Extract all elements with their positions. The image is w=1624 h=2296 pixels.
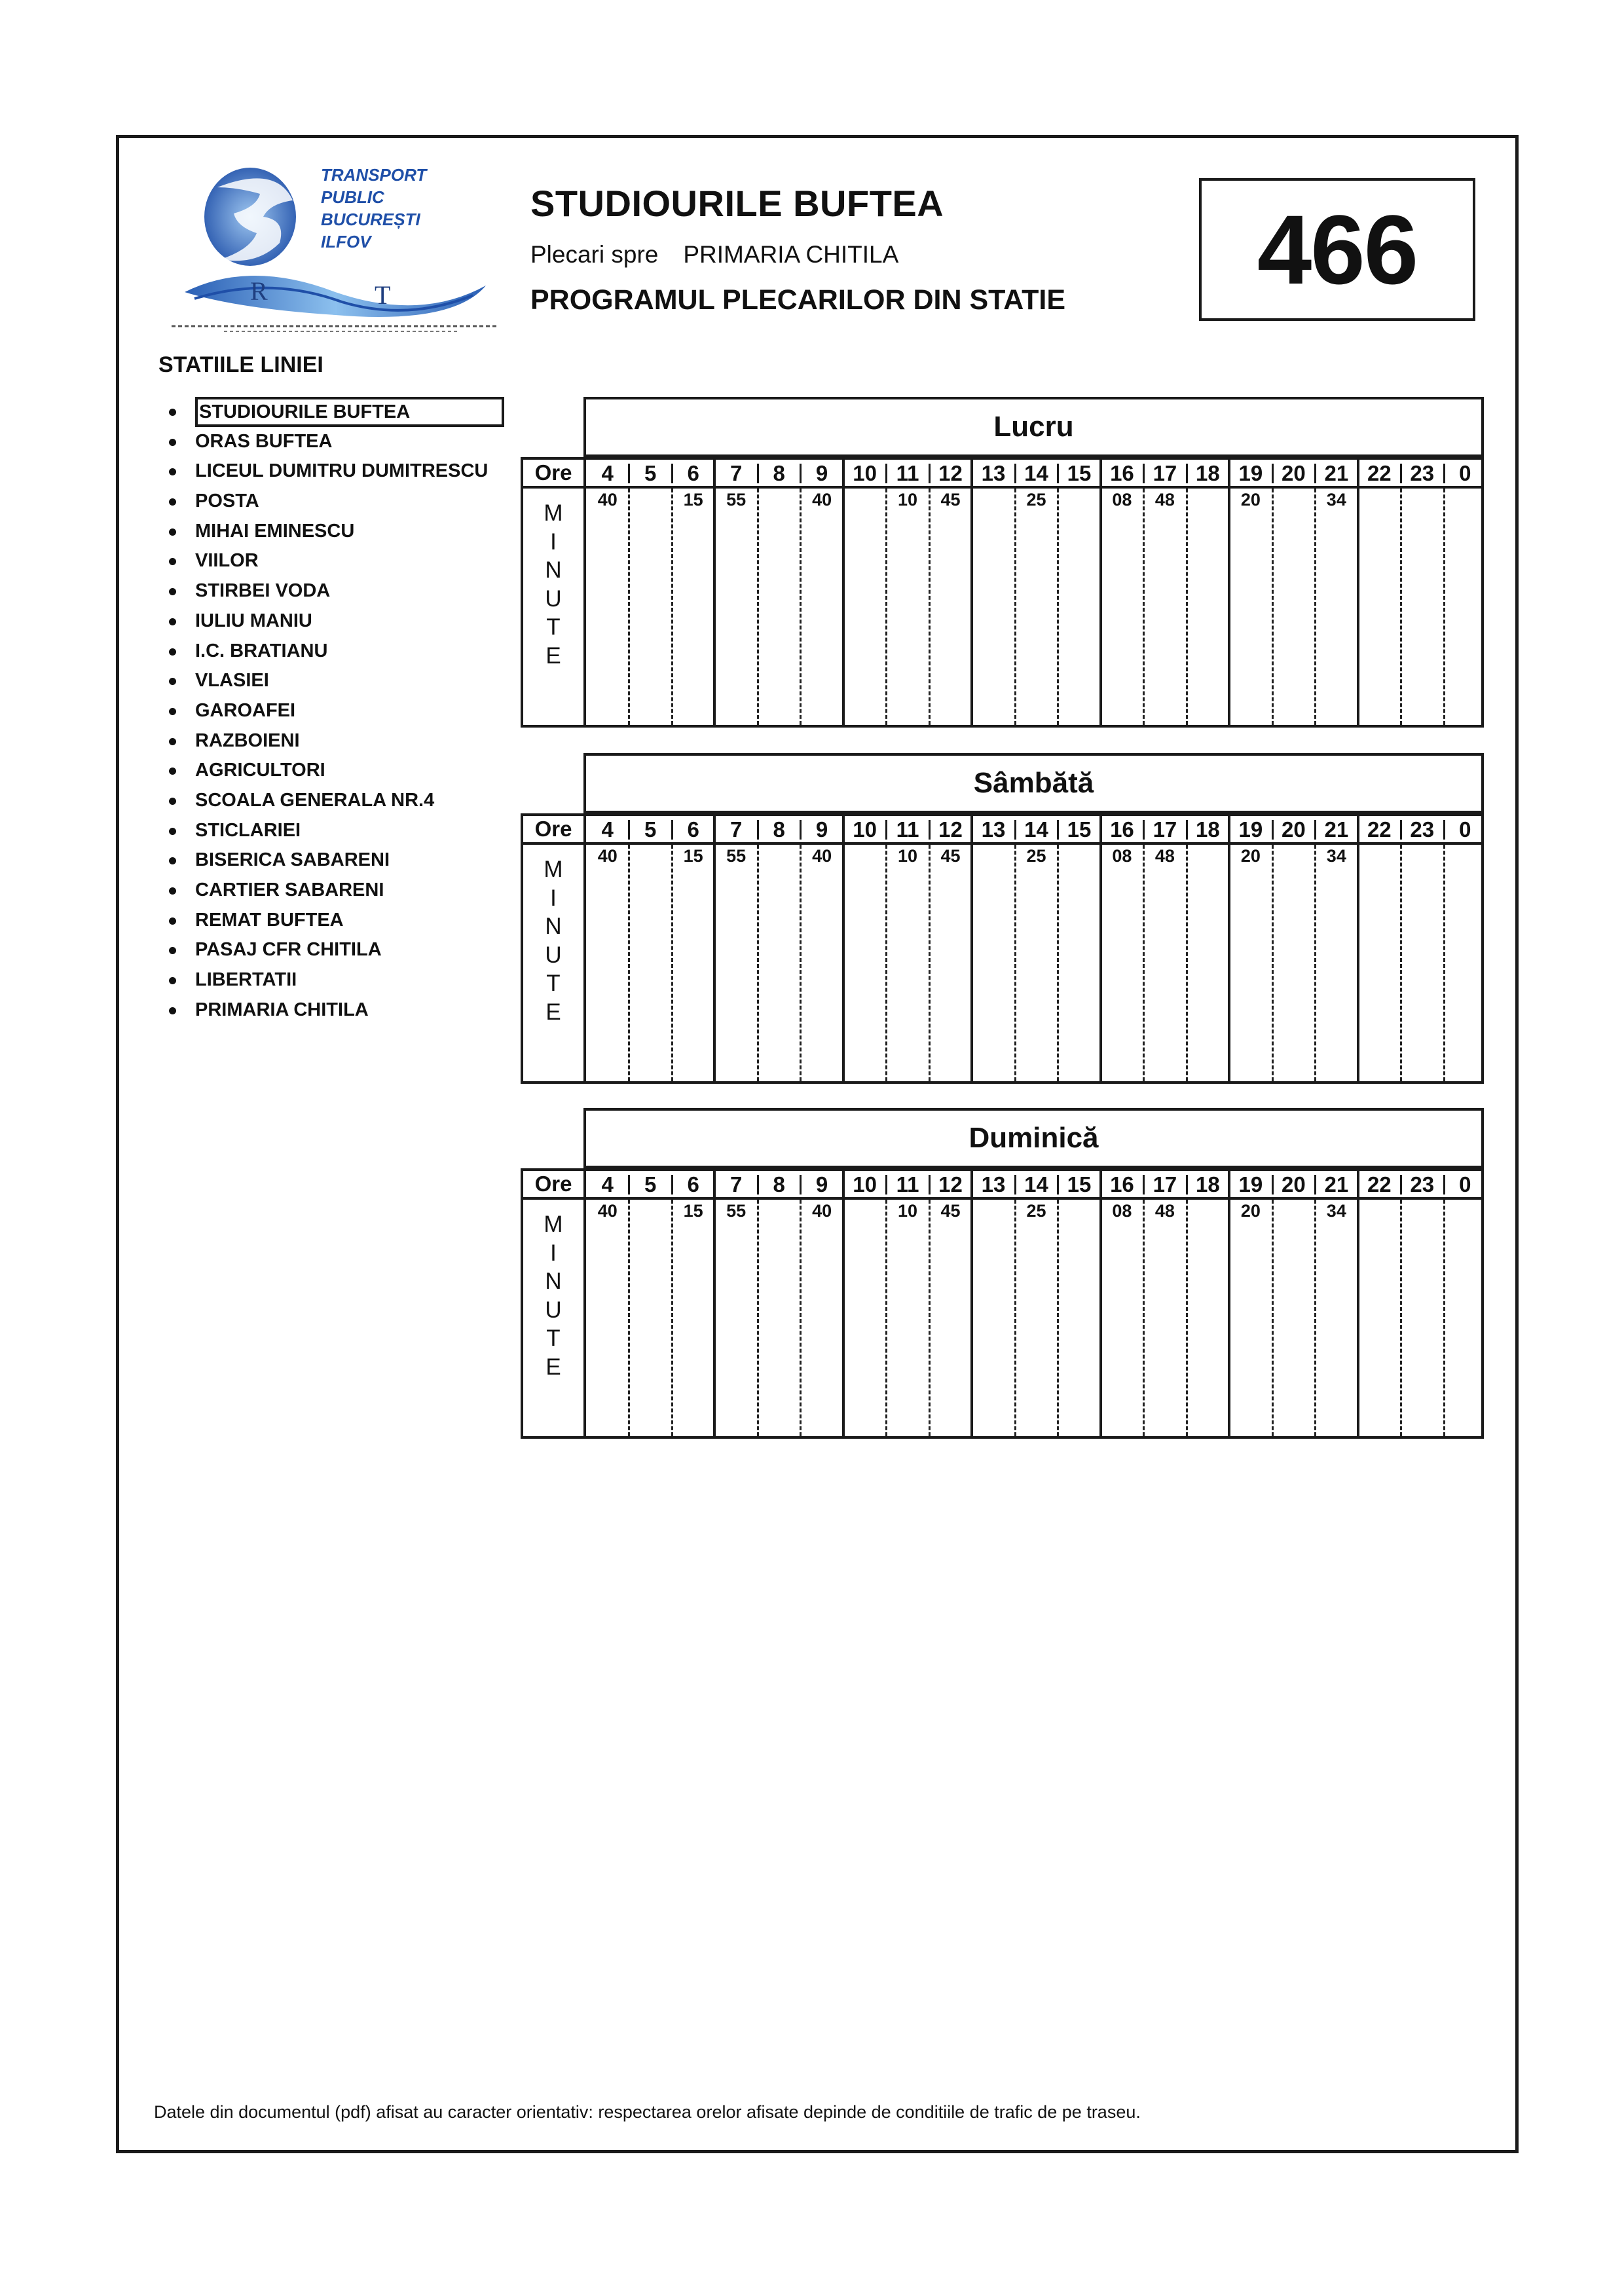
station-item	[165, 666, 504, 696]
station-item	[165, 696, 504, 726]
station-item	[165, 397, 504, 427]
ore-column	[523, 460, 586, 725]
departure-minute: 10	[898, 1201, 918, 1221]
minute-letter: U	[545, 1297, 562, 1323]
hour-column	[1272, 816, 1315, 1081]
departure-minute: 55	[726, 1201, 747, 1221]
station-item	[165, 517, 504, 547]
hour-label: 5	[644, 1172, 657, 1196]
hour-column	[972, 460, 1014, 725]
ore-label: Ore	[534, 1172, 572, 1196]
hour-label: 18	[1196, 817, 1220, 842]
hour-label: 7	[729, 461, 743, 485]
departure-minute: 45	[940, 490, 961, 509]
hour-column	[1444, 1171, 1486, 1436]
minute-letter: T	[546, 1325, 561, 1351]
hour-column	[1015, 816, 1058, 1081]
minute-letter: E	[545, 1354, 561, 1380]
hour-label: 18	[1196, 461, 1220, 485]
hour-column	[672, 1171, 714, 1436]
subtitle-label: Plecari spre	[530, 241, 659, 268]
station-item	[165, 456, 504, 487]
departure-minute: 20	[1240, 490, 1261, 509]
hour-label: 21	[1324, 461, 1349, 485]
hour-column	[586, 816, 629, 1081]
hour-column	[672, 816, 714, 1081]
departure-minute: 08	[1112, 1201, 1132, 1221]
hour-label: 17	[1153, 461, 1177, 485]
station-item	[165, 427, 504, 457]
hour-column	[758, 460, 800, 725]
hour-column	[886, 1171, 929, 1436]
bullet-icon	[169, 977, 176, 984]
hour-label: 19	[1238, 817, 1263, 842]
hours-area	[586, 460, 1481, 725]
station-item	[165, 726, 504, 756]
hour-label: 14	[1024, 1172, 1048, 1196]
departure-minute: 48	[1154, 1201, 1175, 1221]
bullet-icon	[169, 588, 176, 595]
hour-column	[972, 1171, 1014, 1436]
departure-minute: 20	[1240, 1201, 1261, 1221]
departure-minute: 40	[812, 490, 832, 509]
logo-line-2: PUBLIC	[321, 187, 384, 207]
minute-letter: N	[545, 1268, 562, 1294]
minute-letter: T	[546, 971, 561, 996]
station-name: SCOALA GENERALA NR.4	[195, 789, 435, 811]
destination: PRIMARIA CHITILA	[683, 241, 899, 268]
hour-label: 0	[1459, 461, 1471, 485]
hour-column	[1101, 816, 1143, 1081]
hour-label: 12	[938, 461, 963, 485]
hour-column	[1058, 1171, 1100, 1436]
hour-label: 16	[1110, 461, 1134, 485]
hour-label: 12	[938, 817, 963, 842]
hour-column	[800, 816, 843, 1081]
day-label: Duminică	[969, 1122, 1099, 1154]
schedule-grid	[521, 1168, 1484, 1439]
bullet-icon	[169, 768, 176, 775]
departure-minute: 40	[597, 490, 618, 509]
hour-column	[1401, 816, 1443, 1081]
station-item	[165, 546, 504, 576]
hour-label: 10	[853, 1172, 877, 1196]
departure-minute: 08	[1112, 490, 1132, 509]
hour-label: 8	[773, 461, 785, 485]
bullet-icon	[169, 857, 176, 864]
departure-minute: 15	[683, 846, 703, 866]
logo-letter-t: T	[375, 280, 391, 310]
station-name: VIILOR	[195, 550, 259, 572]
hour-label: 4	[601, 461, 614, 485]
departure-minute: 10	[898, 490, 918, 509]
hour-label: 17	[1153, 817, 1177, 842]
hour-label: 14	[1024, 461, 1048, 485]
hour-label: 9	[815, 1172, 828, 1196]
hour-label: 16	[1110, 1172, 1134, 1196]
station-name: STIRBEI VODA	[195, 580, 331, 602]
hour-column	[1143, 460, 1186, 725]
bullet-icon	[169, 947, 176, 954]
hour-label: 8	[773, 1172, 785, 1196]
station-name: BISERICA SABARENI	[195, 849, 390, 871]
hour-column	[886, 816, 929, 1081]
station-name: VLASIEI	[195, 670, 269, 692]
hour-label: 23	[1410, 1172, 1435, 1196]
hour-label: 21	[1324, 817, 1349, 842]
hour-column	[629, 816, 671, 1081]
hour-column	[1229, 1171, 1272, 1436]
station-item	[165, 637, 504, 667]
minute-letter: E	[545, 642, 561, 669]
hour-label: 8	[773, 817, 785, 842]
hour-column	[929, 1171, 972, 1436]
bullet-icon	[169, 528, 176, 536]
ore-column	[523, 816, 586, 1081]
hour-column	[1058, 816, 1100, 1081]
program-label: PROGRAMUL PLECARILOR DIN STATIE	[530, 284, 1065, 316]
hour-label: 22	[1367, 817, 1392, 842]
hour-column	[1358, 460, 1401, 725]
hour-column	[758, 816, 800, 1081]
logo-letter-r: R	[250, 276, 268, 306]
hour-column	[1272, 460, 1315, 725]
hour-label: 19	[1238, 461, 1263, 485]
hour-column	[843, 1171, 886, 1436]
hour-column	[1187, 1171, 1229, 1436]
station-item	[165, 845, 504, 876]
station-name: PASAJ CFR CHITILA	[195, 939, 382, 961]
page-title: STUDIOURILE BUFTEA	[530, 183, 944, 224]
minute-letter: I	[550, 528, 557, 555]
hour-column	[1229, 816, 1272, 1081]
hour-label: 20	[1281, 817, 1306, 842]
station-item	[165, 786, 504, 816]
line-number-badge	[1199, 178, 1475, 321]
hour-label: 23	[1410, 461, 1435, 485]
minute-letter: E	[545, 999, 561, 1025]
bullet-icon	[169, 648, 176, 656]
ore-label: Ore	[534, 460, 572, 485]
hour-column	[1315, 460, 1357, 725]
hour-label: 19	[1238, 1172, 1263, 1196]
departure-minute: 20	[1240, 846, 1261, 866]
station-item	[165, 487, 504, 517]
departure-minute: 08	[1112, 846, 1132, 866]
hour-column	[1101, 1171, 1143, 1436]
day-label: Lucru	[993, 411, 1074, 443]
hour-column	[714, 1171, 757, 1436]
station-name: AGRICULTORI	[195, 760, 325, 781]
station-item	[165, 606, 504, 637]
logo-fine-print-icon	[172, 322, 512, 334]
hour-column	[1187, 460, 1229, 725]
hour-column	[1058, 460, 1100, 725]
hour-label: 11	[896, 1172, 919, 1196]
departure-minute: 34	[1326, 846, 1346, 866]
departure-minute: 45	[940, 1201, 961, 1221]
station-item	[165, 576, 504, 606]
departure-minute: 55	[726, 490, 747, 509]
hour-label: 18	[1196, 1172, 1220, 1196]
station-item	[165, 876, 504, 906]
hour-column	[1444, 816, 1486, 1081]
bullet-icon	[169, 828, 176, 835]
hour-label: 7	[729, 1172, 743, 1196]
bullet-icon	[169, 558, 176, 565]
station-name: STUDIOURILE BUFTEA	[195, 397, 504, 427]
hour-column	[1358, 816, 1401, 1081]
minute-letter: N	[545, 557, 562, 583]
minute-letter: M	[544, 857, 563, 882]
hour-label: 15	[1067, 817, 1092, 842]
departure-minute: 40	[597, 1201, 618, 1221]
hour-label: 0	[1459, 817, 1471, 842]
hour-label: 4	[601, 817, 614, 842]
hour-label: 9	[815, 461, 828, 485]
bullet-icon	[169, 738, 176, 745]
departure-minute: 45	[940, 846, 961, 866]
hour-column	[1444, 460, 1486, 725]
hour-column	[929, 816, 972, 1081]
station-name: IULIU MANIU	[195, 610, 312, 631]
ore-column	[523, 1171, 586, 1436]
hour-label: 23	[1410, 817, 1435, 842]
hour-column	[672, 460, 714, 725]
departure-minute: 48	[1154, 490, 1175, 509]
schedule-day-title	[583, 397, 1484, 457]
day-label: Sâmbătă	[973, 767, 1094, 799]
departure-minute: 25	[1026, 1201, 1046, 1221]
hour-column	[758, 1171, 800, 1436]
logo-line-4: ILFOV	[321, 232, 371, 251]
hour-column	[1401, 1171, 1443, 1436]
station-name: CARTIER SABARENI	[195, 880, 384, 900]
station-item	[165, 756, 504, 786]
schedule-grid	[521, 457, 1484, 728]
hour-label: 22	[1367, 461, 1392, 485]
minute-letter: M	[544, 1212, 563, 1237]
hour-label: 14	[1024, 817, 1048, 842]
hour-label: 13	[981, 1172, 1006, 1196]
hour-label: 15	[1067, 1172, 1092, 1196]
minute-letter: T	[546, 614, 561, 640]
bullet-icon	[169, 409, 176, 416]
station-item	[165, 995, 504, 1026]
hour-label: 22	[1367, 1172, 1392, 1196]
hour-column	[843, 816, 886, 1081]
hour-column	[1229, 460, 1272, 725]
hour-label: 15	[1067, 461, 1092, 485]
hour-column	[1315, 1171, 1357, 1436]
hour-column	[1015, 1171, 1058, 1436]
minute-letter: N	[545, 914, 562, 939]
hour-column	[1401, 460, 1443, 725]
bullet-icon	[169, 618, 176, 625]
hour-column	[886, 460, 929, 725]
hour-column	[843, 460, 886, 725]
bullet-icon	[169, 708, 176, 715]
hour-label: 13	[981, 461, 1006, 485]
hour-column	[1101, 460, 1143, 725]
hour-label: 5	[644, 817, 657, 842]
station-name: MIHAI EMINESCU	[195, 520, 355, 542]
hour-label: 4	[601, 1172, 614, 1196]
minute-letter: U	[545, 585, 562, 612]
hour-label: 11	[896, 461, 919, 485]
departure-minute: 25	[1026, 490, 1046, 509]
hour-column	[629, 460, 671, 725]
departure-minute: 40	[812, 1201, 832, 1221]
hour-label: 21	[1324, 1172, 1349, 1196]
departure-minute: 15	[683, 490, 703, 509]
station-item	[165, 906, 504, 936]
ore-label: Ore	[534, 817, 572, 841]
schedule-grid	[521, 813, 1484, 1084]
hour-label: 17	[1153, 1172, 1177, 1196]
station-name: GAROAFEI	[195, 699, 296, 721]
hour-column	[1015, 460, 1058, 725]
logo-line-3: BUCUREȘTI	[321, 210, 420, 229]
bullet-icon	[169, 439, 176, 446]
hour-label: 13	[981, 817, 1006, 842]
departure-minute: 15	[683, 1201, 703, 1221]
station-item	[165, 935, 504, 965]
hour-column	[586, 1171, 629, 1436]
line-number: 466	[1257, 194, 1418, 305]
disclaimer: Datele din documentul (pdf) afisat au caracter orientativ: respectarea orelor afisate depinde de conditiile de trafic de pe traseu.	[154, 2102, 1141, 2122]
minute-letter: I	[550, 885, 557, 911]
station-item	[165, 816, 504, 846]
station-name: ORAS BUFTEA	[195, 430, 333, 452]
hour-label: 10	[853, 817, 877, 842]
hour-label: 6	[687, 461, 699, 485]
bullet-icon	[169, 917, 176, 925]
hour-column	[714, 816, 757, 1081]
hour-column	[800, 1171, 843, 1436]
hour-label: 16	[1110, 817, 1134, 842]
departure-minute: 25	[1026, 846, 1046, 866]
departure-minute: 40	[597, 846, 618, 866]
station-name: LIBERTATII	[195, 969, 297, 991]
departure-minute: 55	[726, 846, 747, 866]
bullet-icon	[169, 678, 176, 685]
station-name: STICLARIEI	[195, 819, 301, 841]
hour-column	[629, 1171, 671, 1436]
hour-label: 11	[896, 817, 919, 842]
station-name: LICEUL DUMITRU DUMITRESCU	[195, 460, 489, 482]
station-item	[165, 965, 504, 995]
bullet-icon	[169, 798, 176, 805]
departure-minute: 10	[898, 846, 918, 866]
hours-area	[586, 816, 1481, 1081]
hour-column	[586, 460, 629, 725]
departure-minute: 48	[1154, 846, 1175, 866]
bullet-icon	[169, 887, 176, 895]
hour-label: 0	[1459, 1172, 1471, 1196]
hours-area	[586, 1171, 1481, 1436]
hour-column	[972, 816, 1014, 1081]
station-name: POSTA	[195, 491, 259, 512]
minute-letter: U	[545, 942, 562, 968]
stations-title: STATIILE LINIEI	[158, 352, 323, 377]
hour-column	[1143, 816, 1186, 1081]
hour-column	[1272, 1171, 1315, 1436]
bullet-icon	[169, 468, 176, 475]
subtitle	[530, 241, 898, 268]
station-name: RAZBOIENI	[195, 730, 300, 751]
departure-minute: 40	[812, 846, 832, 866]
hour-column	[1315, 816, 1357, 1081]
station-name: REMAT BUFTEA	[195, 909, 344, 931]
station-list	[165, 397, 504, 1025]
hour-label: 20	[1281, 1172, 1306, 1196]
station-name: I.C. BRATIANU	[195, 640, 328, 661]
hour-label: 10	[853, 461, 877, 485]
hour-label: 6	[687, 817, 699, 842]
station-name: PRIMARIA CHITILA	[195, 999, 369, 1020]
minute-label	[523, 499, 583, 670]
schedule-day-title	[583, 1108, 1484, 1168]
schedule-day-title	[583, 753, 1484, 813]
hour-column	[1187, 816, 1229, 1081]
departure-minute: 34	[1326, 1201, 1346, 1221]
minute-letter: I	[550, 1240, 557, 1266]
departure-minute: 34	[1326, 490, 1346, 509]
minute-label	[523, 855, 583, 1026]
hour-column	[714, 460, 757, 725]
hour-label: 5	[644, 461, 657, 485]
hour-label: 6	[687, 1172, 699, 1196]
hour-label: 9	[815, 817, 828, 842]
minute-label	[523, 1210, 583, 1381]
logo-line-1: TRANSPORT	[321, 165, 427, 185]
minute-letter: M	[544, 500, 563, 526]
hour-column	[929, 460, 972, 725]
hour-label: 7	[729, 817, 743, 842]
bullet-icon	[169, 1007, 176, 1014]
company-logo	[172, 161, 512, 338]
bullet-icon	[169, 498, 176, 506]
hour-column	[1358, 1171, 1401, 1436]
hour-label: 12	[938, 1172, 963, 1196]
hour-column	[1143, 1171, 1186, 1436]
hour-label: 20	[1281, 461, 1306, 485]
hour-column	[800, 460, 843, 725]
